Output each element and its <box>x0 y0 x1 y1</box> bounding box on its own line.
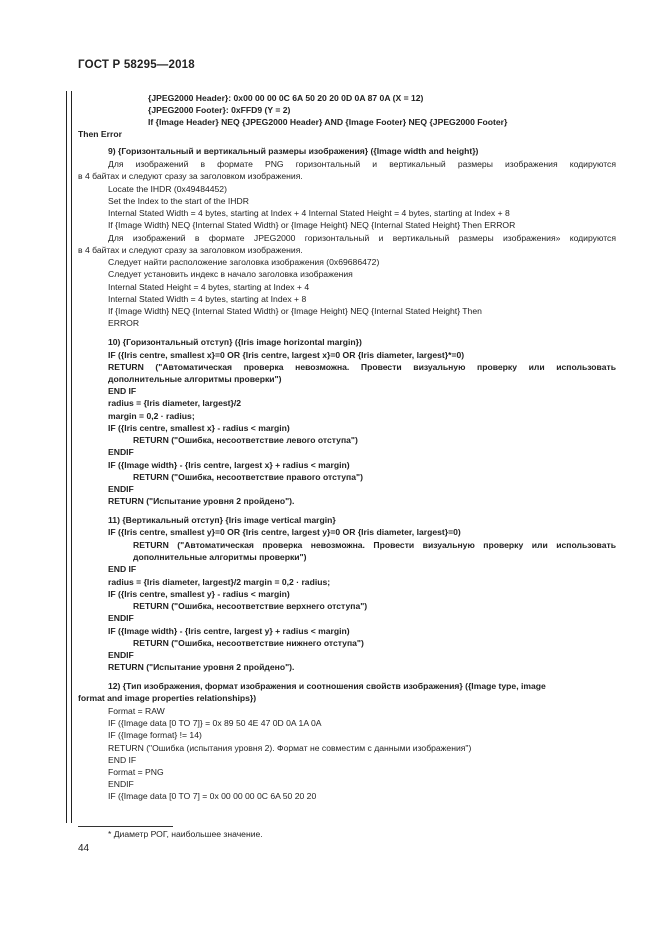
text-line: {JPEG2000 Header}: 0x00 00 00 0C 6A 50 20 20 0D 0A 87 0A (X = 12) <box>148 93 424 103</box>
page-number: 44 <box>78 843 90 854</box>
text-line: ENDIF <box>108 447 134 457</box>
text-line: RETURN ("Ошибка, несоответствие нижнего отступа") <box>133 638 364 648</box>
text-line: RETURN ("Испытание уровня 2 пройдено"). <box>108 496 295 506</box>
text-line: Следует найти расположение заголовка изображения (0x69686472) <box>108 257 380 267</box>
text-line: Internal Stated Height = 4 bytes, starting at Index + 4 <box>108 282 310 292</box>
text-line: If {Image Width} NEQ {Internal Stated Width} or {Image Height} NEQ {Internal Stated Height} Then ERROR <box>108 220 516 230</box>
text-line: Then Error <box>78 129 122 139</box>
change-bar <box>66 91 72 823</box>
text-line: RETURN ("Испытание уровня 2 пройдено"). <box>108 662 295 672</box>
text-line: {JPEG2000 Footer}: 0xFFD9 (Y = 2) <box>148 105 291 115</box>
text-line: Set the Index to the start of the IHDR <box>108 196 249 206</box>
text-line: RETURN ("Ошибка, несоответствие верхнего отступа") <box>133 601 368 611</box>
text-line: margin = 0,2 · radius; <box>108 411 195 421</box>
text-line: дополнительные алгоритмы проверки") <box>108 374 282 384</box>
footnote: * Диаметр РОГ, наибольшее значение. <box>108 829 263 839</box>
text-line: radius = {Iris diameter, largest}/2 <box>108 398 242 408</box>
text-line: IF ({Image width} - {Iris centre, largest x} + radius < margin) <box>108 460 350 470</box>
text-line: radius = {Iris diameter, largest}/2 margin = 0,2 · radius; <box>108 577 331 587</box>
text-line: Internal Stated Width = 4 bytes, starting at Index + 4 Internal Stated Height = 4 bytes, starting at Index + 8 <box>108 208 510 218</box>
text-line: RETURN ("Ошибка, несоответствие левого отступа") <box>133 435 358 445</box>
text-line: Format = RAW <box>108 706 165 716</box>
text-line: 10) {Горизонтальный отступ} ({Iris image horizontal margin}) <box>108 337 362 347</box>
text-line: format and image properties relationships}) <box>78 693 257 703</box>
text-line: дополнительные алгоритмы проверки") <box>133 552 307 562</box>
text-line: Format = PNG <box>108 767 164 777</box>
text-line: END IF <box>108 564 137 574</box>
text-line: RETURN ("Ошибка (испытания уровня 2). Формат не совместим с данными изображения") <box>108 743 472 753</box>
text-line: IF ({Image format} != 14) <box>108 730 202 740</box>
text-line: ERROR <box>108 318 140 328</box>
text-line: IF ({Iris centre, smallest y}=0 OR {Iris centre, largest y}=0 OR {Iris diameter, largest}=0) <box>108 527 461 537</box>
text-line: ENDIF <box>108 484 134 494</box>
text-line: RETURN ("Ошибка, несоответствие правого отступа") <box>133 472 363 482</box>
text-line: IF ({Image data [0 TO 7] = 0x 00 00 00 0C 6A 50 20 20 <box>108 791 317 801</box>
text-line: IF ({Iris centre, smallest x}=0 OR {Iris centre, largest x}=0 OR {Iris diameter, largest}*=0) <box>108 350 465 360</box>
text-line: Для изображений в формате PNG горизонтальный и вертикальный размеры изображения кодируются <box>108 159 616 169</box>
text-line: Internal Stated Width = 4 bytes, starting at Index + 8 <box>108 294 307 304</box>
text-line: IF ({Iris centre, smallest x} - radius < margin) <box>108 423 290 433</box>
text-line: END IF <box>108 386 137 396</box>
text-line: IF ({Image width} - {Iris centre, largest y} + radius < margin) <box>108 626 350 636</box>
text-line: ENDIF <box>108 779 134 789</box>
text-line: 12) {Тип изображения, формат изображения и соотношения свойств изображения} ({Image type, image <box>108 681 546 691</box>
text-line: ENDIF <box>108 650 134 660</box>
footnote-separator <box>78 826 173 827</box>
text-line: 11) {Вертикальный отступ} {Iris image vertical margin} <box>108 515 336 525</box>
text-line: Locate the IHDR (0x49484452) <box>108 184 227 194</box>
text-line: в 4 байтах и следуют сразу за заголовком изображения. <box>78 171 303 181</box>
text-line: ENDIF <box>108 613 134 623</box>
text-line: в 4 байтах и следуют сразу за заголовком изображения. <box>78 245 303 255</box>
text-line: If {Image Width} NEQ {Internal Stated Width} or {Image Height} NEQ {Internal Stated Height} Then <box>108 306 482 316</box>
text-line: RETURN ("Автоматическая проверка невозможна. Провести визуальную проверку или использовать <box>108 362 616 372</box>
text-line: IF ({Image data [0 TO 7]} = 0x 89 50 4E 47 0D 0A 1A 0A <box>108 718 322 728</box>
text-line: 9) {Горизонтальный и вертикальный размеры изображения} ({Image width and height}) <box>108 146 479 156</box>
text-line: END IF <box>108 755 137 765</box>
text-line: IF ({Iris centre, smallest y} - radius < margin) <box>108 589 290 599</box>
text-line: If {Image Header} NEQ {JPEG2000 Header} AND {Image Footer} NEQ {JPEG2000 Footer} <box>148 117 508 127</box>
text-line: Для изображений в формате JPEG2000 горизонтальный и вертикальный размеры изображения» кодируются <box>108 233 616 243</box>
page-header: ГОСТ Р 58295—2018 <box>78 59 195 71</box>
text-line: RETURN ("Автоматическая проверка невозможна. Провести визуальную проверку или использовать <box>133 540 616 550</box>
text-line: Следует установить индекс в начало заголовка изображения <box>108 269 353 279</box>
